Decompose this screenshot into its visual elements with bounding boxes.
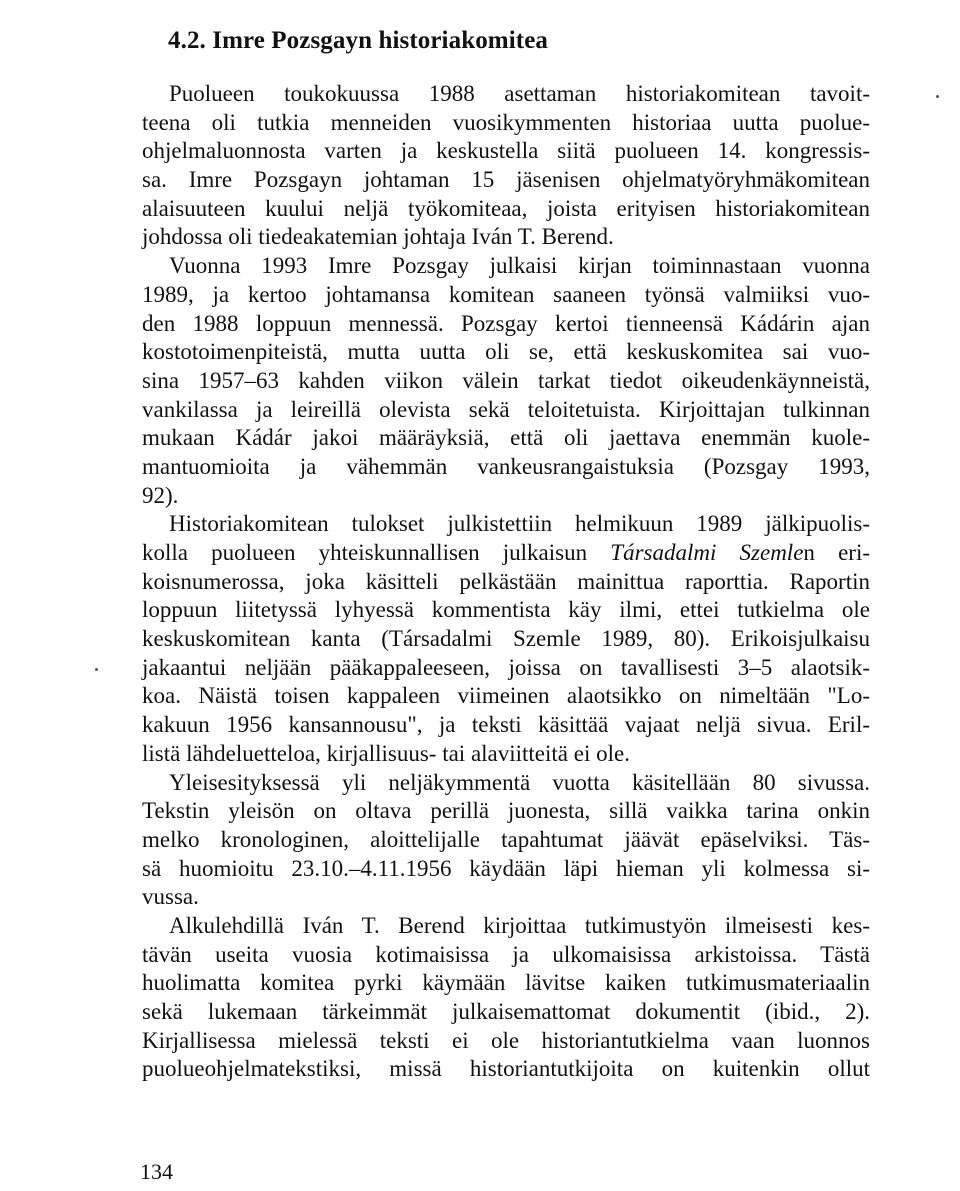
text-line: Kirjallisessa mielessä teksti ei ole historiantutkielma vaan luonnos [142,1027,870,1053]
text-line: alaisuuteen kuului neljä työkomiteaa, joista erityisen historiakomitean [142,195,870,221]
text-line: teena oli tutkia menneiden vuosikymmenten historiaa uutta puolue- [142,109,870,135]
scan-speck [936,95,939,98]
text-line: keskuskomitean kanta (Társadalmi Szemle 1989, 80). Erikoisjulkaisu [142,626,870,652]
text-line: kolla puolueen yhteiskunnallisen julkaisun Társadalmi Szemlen eri- [142,540,870,565]
text-line: Puolueen toukokuussa 1988 asettaman historiakomitean tavoit- [169,81,870,106]
paragraph [142,510,870,768]
text-line: tävän useita vuosia kotimaisissa ja ulkomaisissa arkistoissa. Tästä [142,941,870,967]
text-line: huolimatta komitea pyrki käymään lävitse kaiken tutkimusmateriaalin [142,970,870,996]
publication-title: Társadalmi Szemle [610,540,804,565]
section-heading: 4.2. Imre Pozsgayn historiakomitea [168,27,548,54]
text-line: mukaan Kádár jakoi määräyksiä, että oli jaettava enemmän kuole- [142,425,870,451]
text-line: Historiakomitean tulokset julkistettiin helmikuun 1989 jälkipuolis- [169,511,870,537]
text-line: Alkulehdillä Iván T. Berend kirjoittaa tutkimustyön ilmeisesti kes- [169,912,870,938]
text-line: Yleisesityksessä yli neljäkymmentä vuotta käsitellään 80 sivussa. [169,769,870,795]
paragraph [142,252,870,510]
text-line: sa. Imre Pozsgayn johtaman 15 jäsenisen ohjelmatyöryhmäkomitean [142,167,870,193]
text-line: koisnumerossa, joka käsitteli pelkästään mainittua raporttia. Raportin [142,568,870,594]
text-line: Vuonna 1993 Imre Pozsgay julkaisi kirjan toiminnastaan vuonna [169,253,870,279]
text-line: listä lähdeluetteloa, kirjallisuus- tai alaviitteitä ei ole. [142,740,630,766]
text-line: Tekstin yleisön on oltava perillä juonesta, sillä vaikka tarina onkin [142,798,870,824]
text-line: kostotoimenpiteistä, mutta uutta oli se, että keskuskomitea sai vuo- [142,339,870,365]
scan-speck [95,668,98,671]
paragraph [142,769,870,912]
text-line: koa. Näistä toisen kappaleen viimeinen alaotsikko on nimeltään "Lo- [142,683,870,709]
text-line: 92). [142,482,179,508]
text-line: puolueohjelmatekstiksi, missä historiantutkijoita on kuitenkin ollut [142,1056,870,1082]
text-line: ohjelmaluonnosta varten ja keskustella siitä puolueen 14. kongressis- [142,138,870,164]
page-number: 134 [140,1159,173,1184]
text-line: johdossa oli tiedeakatemian johtaja Iván T. Berend. [142,224,614,250]
text-line: den 1988 loppuun mennessä. Pozsgay kertoi tienneensä Kádárin ajan [142,310,870,336]
text-line: sä huomioitu 23.10.–4.11.1956 käydään läpi hieman yli kolmessa si- [142,855,870,881]
text-line: vankilassa ja leireillä olevista sekä teloitetuista. Kirjoittajan tulkinnan [142,396,870,422]
text-line: loppuun liitetyssä lyhyessä kommentista käy ilmi, ettei tutkielma ole [142,597,870,623]
text-line: 1989, ja kertoo johtamansa komitean saaneen työnsä valmiiksi vuo- [142,281,870,307]
text-line: melko kronologinen, aloittelijalle tapahtumat jäävät epäselviksi. Täs- [142,826,870,852]
paragraph [142,912,870,1084]
body-text [142,80,870,1084]
text-line: sekä lukemaan tärkeimmät julkaisemattomat dokumentit (ibid., 2). [142,999,870,1024]
text-line: mantuomioita ja vähemmän vankeusrangaistuksia (Pozsgay 1993, [142,453,870,479]
text-line: jakaantui neljään pääkappaleeseen, joissa on tavallisesti 3–5 alaotsik- [142,654,870,680]
text-line: sina 1957–63 kahden viikon välein tarkat tiedot oikeudenkäynneistä, [142,367,870,393]
paragraph [142,80,870,252]
text-line: vussa. [142,884,199,910]
text-line: kakuun 1956 kansannousu", ja teksti käsittää vajaat neljä sivua. Eril- [142,712,870,738]
